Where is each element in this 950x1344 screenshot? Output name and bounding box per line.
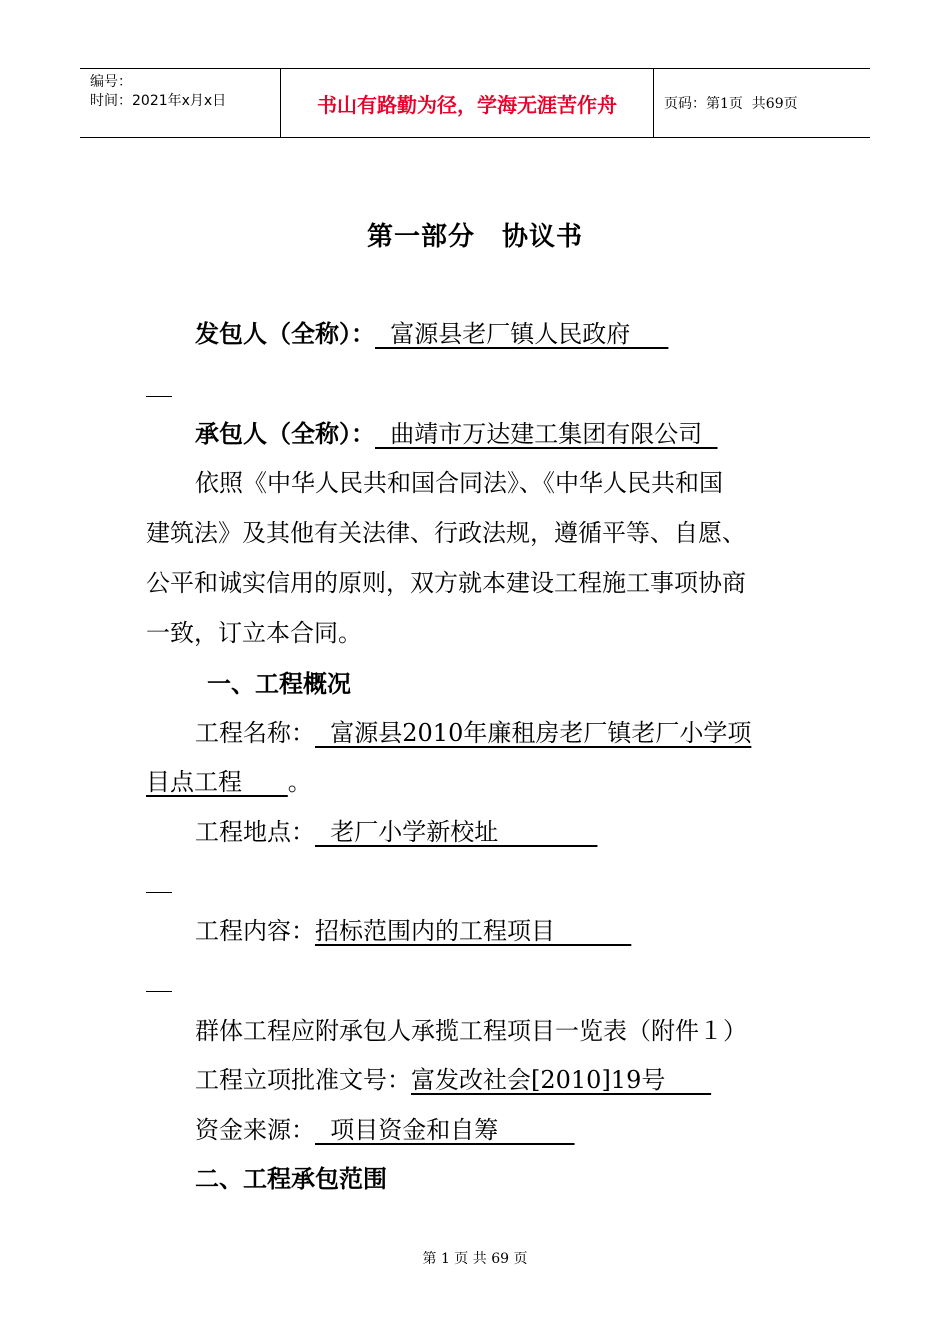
party-b-value: 曲靖市万达建工集团有限公司	[375, 420, 718, 448]
header-page-text: 页码：第1页 共69页	[664, 96, 798, 112]
approval-label: 工程立项批准文号：	[195, 1066, 411, 1094]
project-content-value: 招标范围内的工程项目	[315, 917, 632, 945]
funding-label: 资金来源：	[195, 1116, 315, 1144]
party-b-label: 承包人（全称）：	[195, 420, 375, 448]
project-name-row	[195, 717, 751, 749]
funding-value: 项目资金和自筹	[315, 1116, 575, 1144]
page-header	[80, 68, 870, 138]
project-name-row-2	[146, 766, 312, 798]
document-title: 第一部分 协议书	[366, 222, 583, 252]
party-a-row	[195, 318, 668, 350]
project-name-value-2: 目点工程	[146, 768, 288, 796]
basis-line-4: 一致，订立本合同。	[146, 619, 362, 647]
section-2-heading: 二、工程承包范围	[195, 1165, 387, 1193]
basis-line-3: 公平和诚实信用的原则，双方就本建设工程施工事项协商	[146, 569, 746, 597]
header-number: 编号：	[90, 74, 132, 90]
header-motto: 书山有路勤为径，学海无涯苦作舟	[281, 69, 654, 137]
party-b-row	[195, 418, 718, 450]
basis-line-1: 依照《中华人民共和国合同法》、《中华人民共和国	[195, 469, 723, 497]
project-location-value: 老厂小学新校址	[315, 818, 598, 846]
party-a-label: 发包人（全称）：	[195, 320, 375, 348]
wrap-underline	[146, 396, 172, 397]
header-page-info	[654, 69, 870, 137]
approval-value: 富发改社会[2010]19号	[411, 1066, 712, 1094]
basis-line-2: 建筑法》及其他有关法律、行政法规，遵循平等、自愿、	[146, 519, 746, 547]
project-name-suffix: 。	[287, 768, 312, 796]
project-name-value-1: 富源县2010年廉租房老厂镇老厂小学项	[315, 719, 752, 747]
funding-row	[195, 1114, 575, 1146]
party-a-value: 富源县老厂镇人民政府	[375, 320, 669, 348]
project-location-label: 工程地点：	[195, 818, 315, 846]
wrap-underline	[146, 991, 172, 992]
header-meta	[80, 69, 281, 137]
approval-row	[195, 1064, 711, 1096]
wrap-underline	[146, 892, 172, 893]
group-note: 群体工程应附承包人承揽工程项目一览表（附件１）	[195, 1017, 747, 1045]
section-1-heading: 一、工程概况	[207, 670, 351, 698]
project-name-label: 工程名称：	[195, 719, 315, 747]
project-location-row	[195, 816, 597, 848]
header-time: 时间：2021年x月x日	[90, 93, 227, 109]
page-footer: 第 1 页 共 69 页	[422, 1251, 528, 1267]
project-content-row	[195, 915, 631, 947]
project-content-label: 工程内容：	[195, 917, 315, 945]
